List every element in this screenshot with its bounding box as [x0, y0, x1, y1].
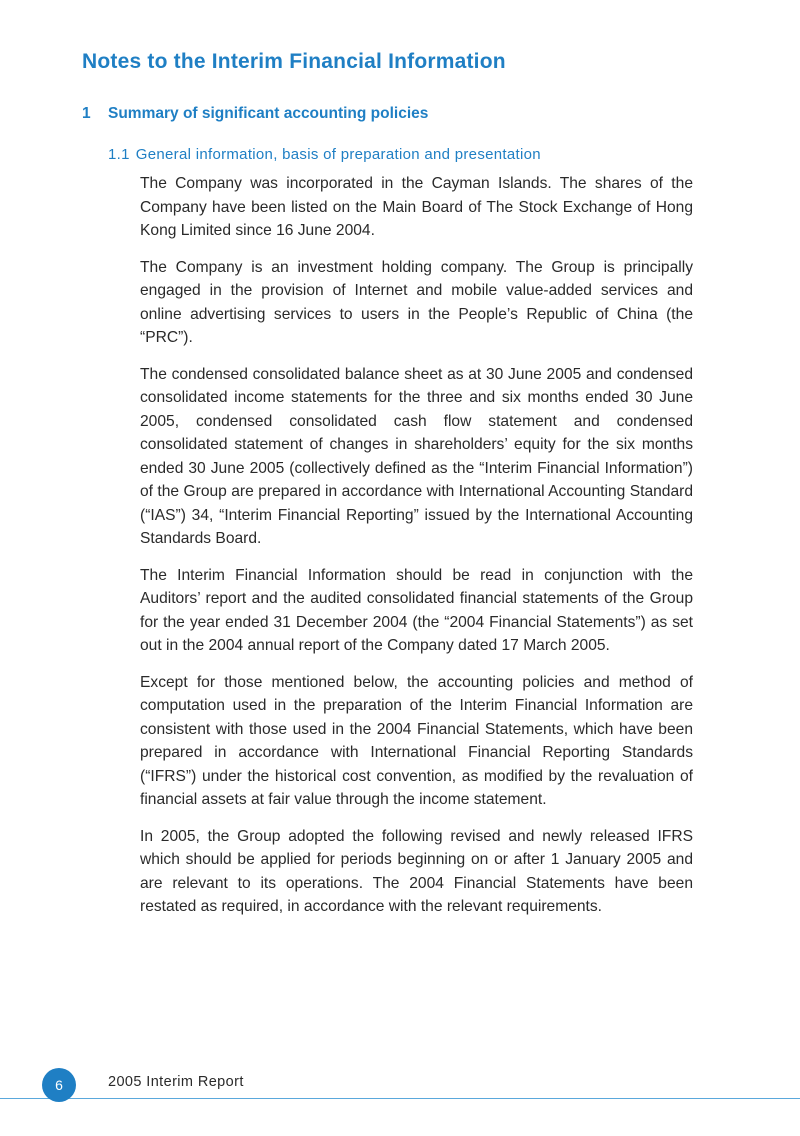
subsection-heading	[108, 146, 541, 163]
section-number: 1	[82, 105, 91, 122]
paragraph-incorporation: The Company was incorporated in the Cayman Islands. The shares of the Company have been listed on the Main Board of The Stock Exchange of Hong Kong Limited since 16 June 2004.	[140, 175, 693, 239]
paragraph-basis-of-preparation: The condensed consolidated balance sheet as at 30 June 2005 and condensed consolidated income statements for the three and six months ended 30 June 2005, condensed consolidated cash flow statement and condensed consolidated statement of changes in shareholders’ equity for the six months ended 30 June 2005 (collectively defined as the “Interim Financial Information”) of the Group are prepared in accordance with International Accounting Standard (“IAS”) 34, “Interim Financial Reporting” issued by the International Accounting Standards Board.	[140, 365, 693, 547]
paragraph-accounting-policies: Except for those mentioned below, the accounting policies and method of computation used in the preparation of the Interim Financial Information are consistent with those used in the 2004 Financial Statements, which have been prepared in accordance with International Financial Reporting Standards (“IFRS”) under the historical cost convention, as modified by the revaluation of financial assets at fair value through the income statement.	[140, 673, 693, 808]
paragraph-principal-activities: The Company is an investment holding company. The Group is principally engaged in the provision of Internet and mobile value-added services and online advertising services to users in the People’s Republic of China (the “PRC”).	[140, 258, 693, 346]
body-text	[140, 172, 693, 932]
footer-report-name: 2005 Interim Report	[108, 1074, 244, 1090]
subsection-number: 1.1	[108, 146, 130, 163]
paragraph-ifrs-adoption: In 2005, the Group adopted the following revised and newly released IFRS which should be applied for periods beginning on or after 1 January 2005 and are relevant to its operations. The 2004 Financial Statements have been restated as required, in accordance with the relevant requirements.	[140, 827, 693, 915]
section-title: Summary of significant accounting policies	[108, 105, 429, 122]
page-number-badge: 6	[42, 1068, 76, 1102]
section-heading	[82, 105, 428, 123]
footer-divider	[0, 1098, 800, 1099]
paragraph-read-in-conjunction: The Interim Financial Information should be read in conjunction with the Auditors’ report and the audited consolidated financial statements of the Group for the year ended 31 December 2004 (the “2004 Financial Statements”) as set out in the 2004 annual report of the Company dated 17 March 2005.	[140, 566, 693, 654]
page-title: Notes to the Interim Financial Information	[82, 50, 506, 73]
subsection-title: General information, basis of preparation and presentation	[135, 146, 541, 163]
